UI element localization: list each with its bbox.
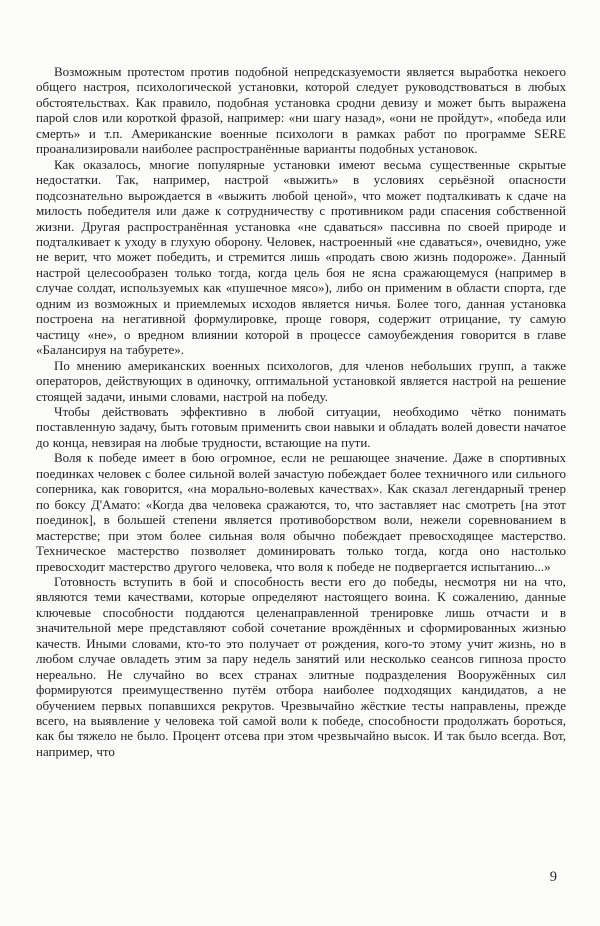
paragraph: Возможным протестом против подобной непредсказуемости является выработка некоего общего настроя, психологической установки, которой следует руководствоваться в любых обстоятельствах. Как правило, подобная установка сродни девизу и может быть выражена парой слов или короткой фразой, например: «ни шагу назад», «они не пройдут», «победа или смерть» и т.п. Американские военные психологи в рамках работ по программе SERE проанализировали наиболее распространённые варианты подобных установок. [36,64,566,157]
paragraph: Как оказалось, многие популярные установки имеют весьма существенные скрытые недостатки. Так, например, настрой «выжить» в условиях серьёзной опасности подсознательно вырождается в «выжить любой ценой», что может подталкивать к сдаче на милость победителя или даже к сотрудничеству с противником ради спасения собственной жизни. Другая распространённая установка «не сдаваться» пассивна по своей природе и подталкивает к уходу в глухую оборону. Человек, настроенный «не сдаваться», очевидно, уже не верит, что может победить, и стремится лишь «продать свою жизнь подороже». Данный настрой целесообразен только тогда, когда цель боя не ясна сражающемуся (например в случае солдат, используемых как «пушечное мясо»), либо он применим в области спорта, где одним из возможных и приемлемых исходов является ничья. Более того, данная установка построена на негативной формулировке, проще говоря, содержит отрицание, ту самую частицу «не», о вредном влиянии которой в процессе самоубеждения говорится в главе «Балансируя на табурете». [36,156,566,358]
text-block [36,64,566,759]
paragraph: По мнению американских военных психологов, для членов небольших групп, а также операторов, действующих в одиночку, оптимальной установкой является настрой на решение стоящей задачи, иными словами, настрой на победу. [36,357,566,404]
page-number: 9 [549,869,557,885]
paragraph: Чтобы действовать эффективно в любой ситуации, необходимо чётко понимать поставленную задачу, быть готовым применить свои навыки и обладать волей довести начатое до конца, невзирая на любые трудности, встающие на пути. [36,403,566,450]
paragraph: Готовность вступить в бой и способность вести его до победы, несмотря ни на что, являются теми качествами, которые определяют настоящего воина. К сожалению, данные ключевые способности поддаются целенаправленной тренировке лишь отчасти и в значительной мере представляют собой сочетание врождённых и сформированных жизнью качеств. Иными словами, кто-то это получает от рождения, кого-то этому учит жизнь, но в любом случае овладеть этим за пару недель занятий или несколько сеансов гипноза просто нереально. Не случайно во всех странах элитные подразделения Вооружённых сил формируются преимущественно путём отбора наиболее подходящих кандидатов, а не обучением первых попавшихся рекрутов. Чрезвычайно жёсткие тесты направлены, прежде всего, на выявление у человека той самой воли к победе, способности продолжать бороться, как бы тяжело не было. Процент отсева при этом чрезвычайно высок. И так было всегда. Вот, например, что [36,573,566,759]
paragraph: Воля к победе имеет в бою огромное, если не решающее значение. Даже в спортивных поединках человек с более сильной волей зачастую побеждает более техничного или сильного соперника, как говорится, «на морально-волевых качествах». Как сказал легендарный тренер по боксу Д'Амато: «Когда два человека сражаются, то, что заставляет нас смотреть [на этот поединок], в большей степени является противоборством воли, нежели соревнованием в мастерстве; при этом более сильная воля обычно побеждает превосходящее мастерство. Техническое мастерство позволяет доминировать только тогда, когда оно настолько превосходит мастерство другого человека, что воля к победе не подвергается испытанию...» [36,450,566,574]
